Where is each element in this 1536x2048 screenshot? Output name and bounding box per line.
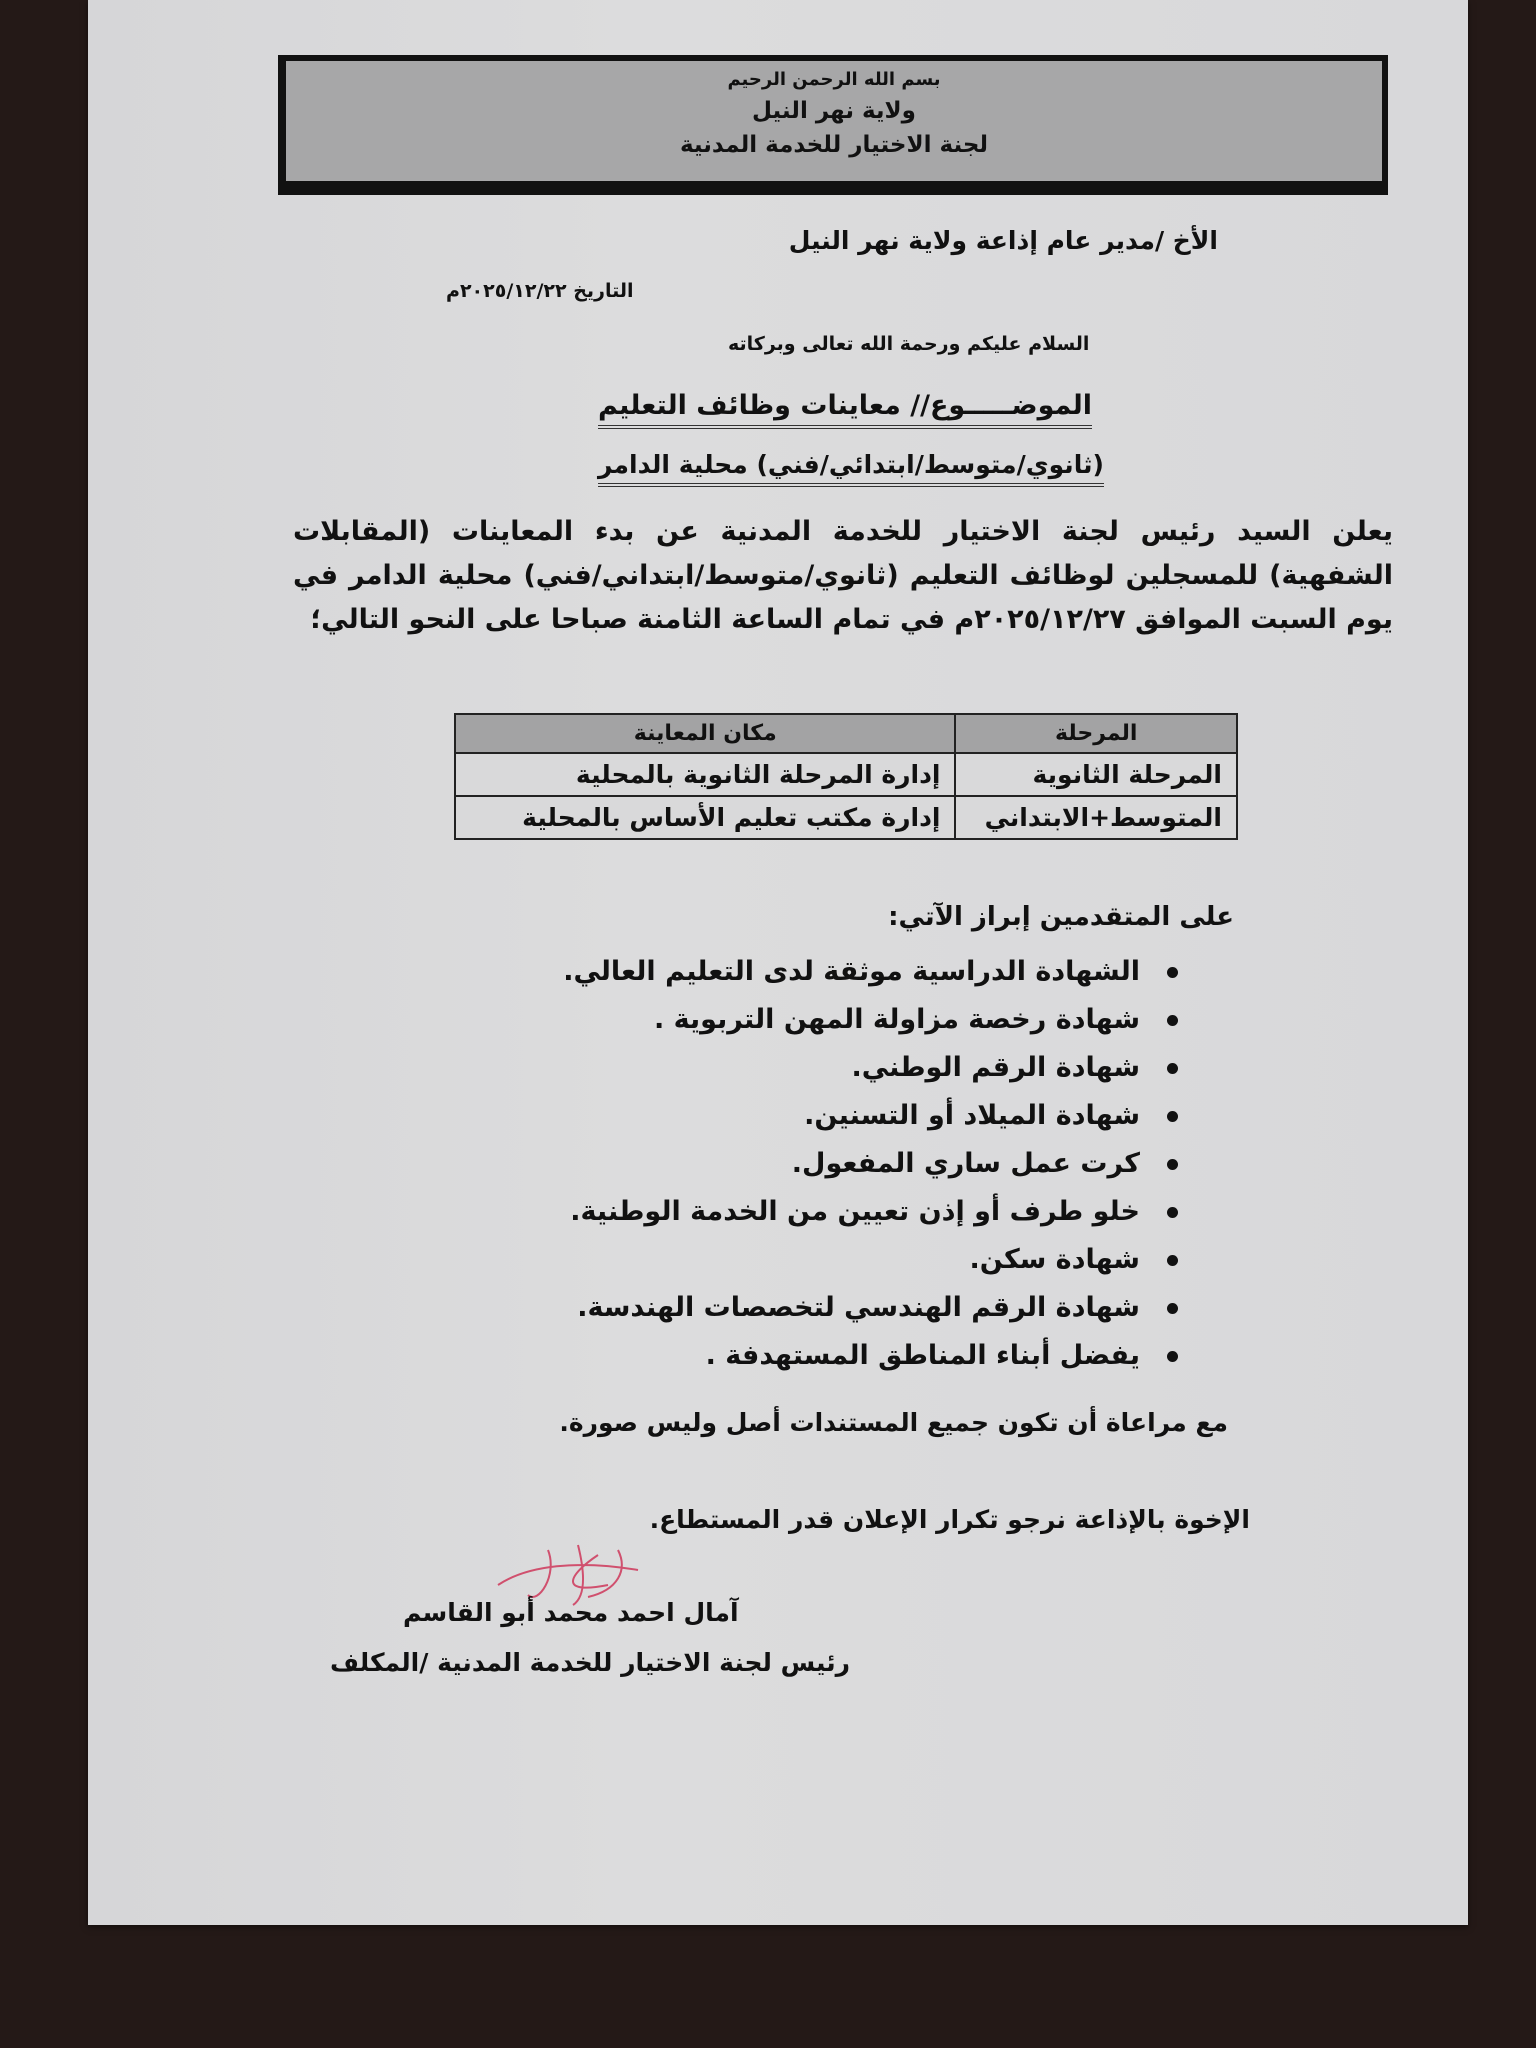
signature-stroke bbox=[498, 1545, 638, 1605]
table-header: مكان المعاينة bbox=[455, 714, 955, 753]
subject-line-2 bbox=[598, 450, 1104, 479]
list-item-text: خلو طرف أو إذن تعيين من الخدمة الوطنية. bbox=[570, 1196, 1140, 1227]
table-row bbox=[455, 753, 1237, 796]
list-item-text: كرت عمل ساري المفعول. bbox=[791, 1148, 1140, 1179]
committee-name: لجنة الاختيار للخدمة المدنية bbox=[679, 132, 989, 158]
table-row bbox=[455, 796, 1237, 839]
list-item-text: شهادة الميلاد أو التسنين. bbox=[804, 1100, 1140, 1131]
list-item-text: الشهادة الدراسية موثقة لدى التعليم العالي. bbox=[563, 956, 1140, 987]
subject-line bbox=[598, 390, 1092, 421]
list-item bbox=[563, 1188, 1178, 1236]
list-item bbox=[563, 1140, 1178, 1188]
signatory-name: آمال احمد محمد أبو القاسم bbox=[403, 1598, 739, 1627]
recipient: الأخ /مدير عام إذاعة ولاية نهر النيل bbox=[788, 226, 1218, 255]
bullet-icon bbox=[1167, 1303, 1178, 1314]
bullet-icon bbox=[1167, 1159, 1178, 1170]
table-cell: المرحلة الثانوية bbox=[955, 753, 1237, 796]
list-item bbox=[563, 1236, 1178, 1284]
requirements-heading: على المتقدمين إبراز الآتي: bbox=[888, 902, 1234, 932]
radio-request: الإخوة بالإذاعة نرجو تكرار الإعلان قدر المستطاع. bbox=[649, 1505, 1250, 1534]
list-item bbox=[563, 1284, 1178, 1332]
list-item bbox=[563, 1332, 1178, 1380]
documents-note: مع مراعاة أن تكون جميع المستندات أصل وليس صورة. bbox=[559, 1408, 1228, 1437]
list-item-text: شهادة الرقم الهندسي لتخصصات الهندسة. bbox=[577, 1292, 1140, 1323]
list-item bbox=[563, 1044, 1178, 1092]
bullet-icon bbox=[1167, 1255, 1178, 1266]
list-item-text: شهادة الرقم الوطني. bbox=[851, 1052, 1140, 1083]
list-item-text: يفضل أبناء المناطق المستهدفة . bbox=[705, 1340, 1140, 1371]
greeting: السلام عليكم ورحمة الله تعالى وبركاته bbox=[728, 333, 1090, 355]
announcement-body: يعلن السيد رئيس لجنة الاختيار للخدمة المدنية عن بدء المعاينات (المقابلات الشفهية) للمسجلين لوظائف التعليم (ثانوي/متوسط/ابتداني/فني) محلية الدامر في يوم السبت الموافق ٢٠٢٥/١٢/٢٧م في تمام الساعة الثامنة صباحا على النحو التالي؛ bbox=[293, 516, 1393, 635]
list-item bbox=[563, 948, 1178, 996]
bullet-icon bbox=[1167, 967, 1178, 978]
basmala: بسم الله الرحمن الرحيم bbox=[727, 69, 941, 90]
table-cell: إدارة مكتب تعليم الأساس بالمحلية bbox=[455, 796, 955, 839]
subject-subtitle: (ثانوي/متوسط/ابتدائي/فني) محلية الدامر bbox=[598, 450, 1104, 487]
bullet-icon bbox=[1167, 1063, 1178, 1074]
signatory-title: رئيس لجنة الاختيار للخدمة المدنية /المكلف bbox=[330, 1648, 850, 1677]
list-item-text: شهادة سكن. bbox=[969, 1244, 1140, 1275]
list-item bbox=[563, 996, 1178, 1044]
state-name: ولاية نهر النيل bbox=[752, 98, 916, 124]
bullet-icon bbox=[1167, 1111, 1178, 1122]
letterhead-box bbox=[278, 55, 1388, 195]
bullet-icon bbox=[1167, 1015, 1178, 1026]
bullet-icon bbox=[1167, 1351, 1178, 1362]
subject-title: الموضـــــوع// معاينات وظائف التعليم bbox=[598, 390, 1092, 429]
table-cell: المتوسط+الابتداني bbox=[955, 796, 1237, 839]
bullet-icon bbox=[1167, 1207, 1178, 1218]
table-cell: إدارة المرحلة الثانوية بالمحلية bbox=[455, 753, 955, 796]
list-item bbox=[563, 1092, 1178, 1140]
table-header-row bbox=[455, 714, 1237, 753]
requirements-list bbox=[563, 948, 1178, 1380]
schedule-table bbox=[454, 713, 1238, 840]
list-item-text: شهادة رخصة مزاولة المهن التربوية . bbox=[653, 1004, 1140, 1035]
table-header: المرحلة bbox=[955, 714, 1237, 753]
document-page bbox=[88, 0, 1468, 1925]
letter-date: التاريخ ٢٠٢٥/١٢/٢٢م bbox=[446, 280, 634, 302]
